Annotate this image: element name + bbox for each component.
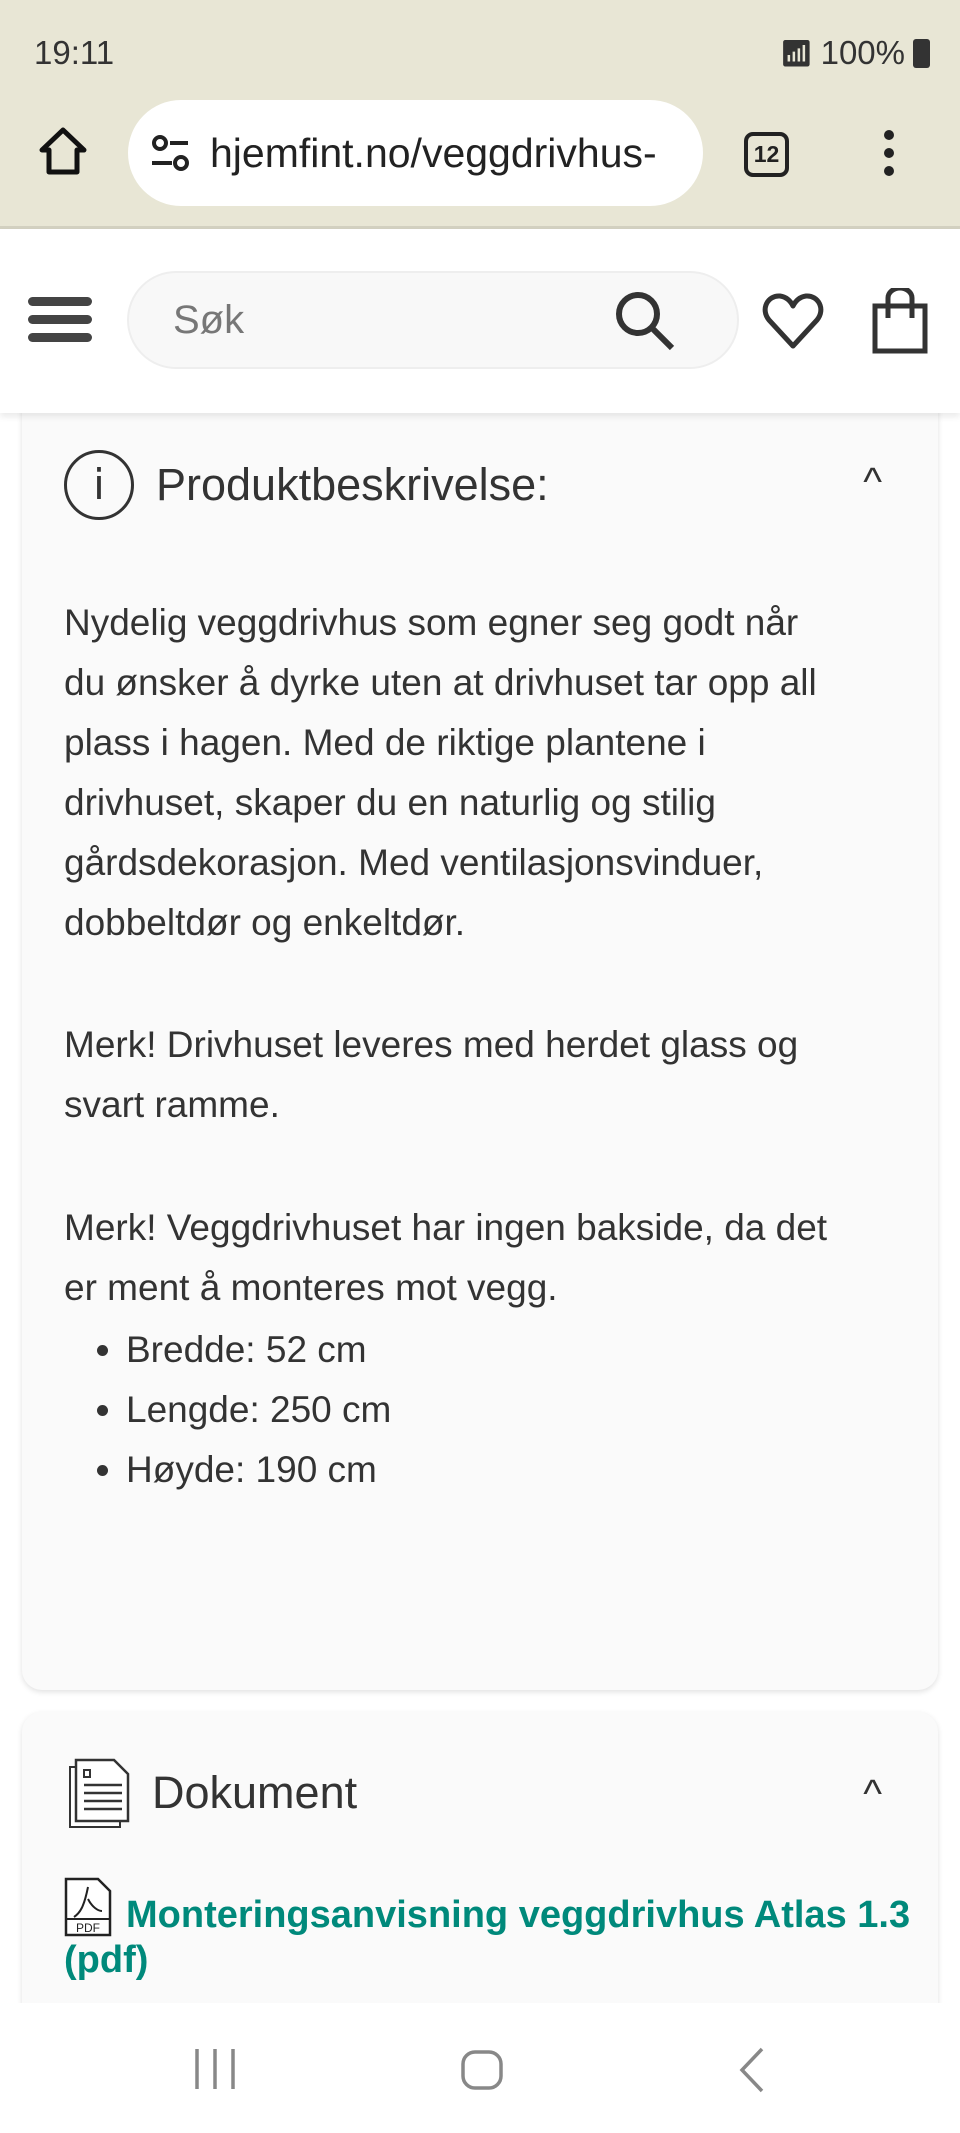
heart-icon[interactable] [762, 290, 824, 352]
android-nav-bar [0, 2003, 960, 2133]
shopping-bag-icon[interactable] [872, 288, 928, 354]
description-note-glass: Merk! Drivhuset leveres med herdet glass og svart ramme. [64, 1024, 799, 1125]
hamburger-menu-icon[interactable] [28, 297, 92, 342]
svg-text:PDF: PDF [76, 1921, 100, 1935]
wifi-icon: 📶︎ [779, 37, 813, 68]
address-bar[interactable] [128, 100, 703, 206]
battery-icon [913, 39, 930, 68]
browser-menu-icon[interactable] [884, 130, 894, 176]
search-placeholder: Søk [173, 297, 245, 342]
battery-level: 100% [820, 34, 905, 71]
back-button[interactable] [738, 2047, 766, 2093]
description-note-wall: Merk! Veggdrivhuset har ingen bakside, da det er ment å monteres mot vegg. [64, 1207, 828, 1308]
search-icon[interactable] [614, 290, 676, 352]
recent-apps-button[interactable] [193, 2049, 237, 2089]
description-header[interactable] [64, 450, 549, 520]
spec-width: • Bredde: 52 cm [126, 1320, 391, 1380]
assembly-instructions-link[interactable] [64, 1877, 910, 1937]
tab-switcher-button[interactable]: 12 [744, 132, 789, 177]
documents-title: Dokument [152, 1767, 358, 1818]
chevron-up-icon[interactable]: ^ [863, 460, 882, 504]
url-text: hjemfint.no/veggdrivhus- [210, 129, 657, 176]
spec-height: • Høyde: 190 cm [126, 1440, 391, 1500]
description-paragraph: Nydelig veggdrivhus som egner seg godt når du ønsker å dyrke uten at drivhuset tar opp all plass i hagen. Med de riktige plantene i drivhuset, skaper du en naturlig og stilig gårdsdekorasjon. Med ventilasjonsvinduer, dobbeltdør og enkeltdør. [64, 602, 817, 943]
status-time: 19:11 [34, 34, 115, 71]
home-icon[interactable] [38, 126, 88, 176]
status-icons [780, 34, 930, 72]
link-continuation[interactable]: (pdf) [64, 1939, 149, 1981]
description-title: Produktbeskrivelse: [156, 459, 549, 510]
product-description-section [22, 380, 938, 1690]
info-icon: i [64, 450, 134, 520]
pdf-file-icon [64, 1877, 112, 1937]
spec-length: • Lengde: 250 cm [126, 1380, 391, 1440]
document-icon [68, 1757, 130, 1829]
documents-header[interactable] [68, 1757, 357, 1829]
spec-list [126, 1320, 391, 1500]
chevron-up-icon[interactable]: ^ [863, 1772, 882, 1816]
assembly-instructions-link-text[interactable]: Monteringsanvisning veggdrivhus Atlas 1.3 [126, 1894, 911, 1936]
home-button[interactable] [460, 2049, 504, 2091]
site-settings-icon[interactable] [150, 133, 190, 173]
browser-chrome [0, 0, 960, 229]
